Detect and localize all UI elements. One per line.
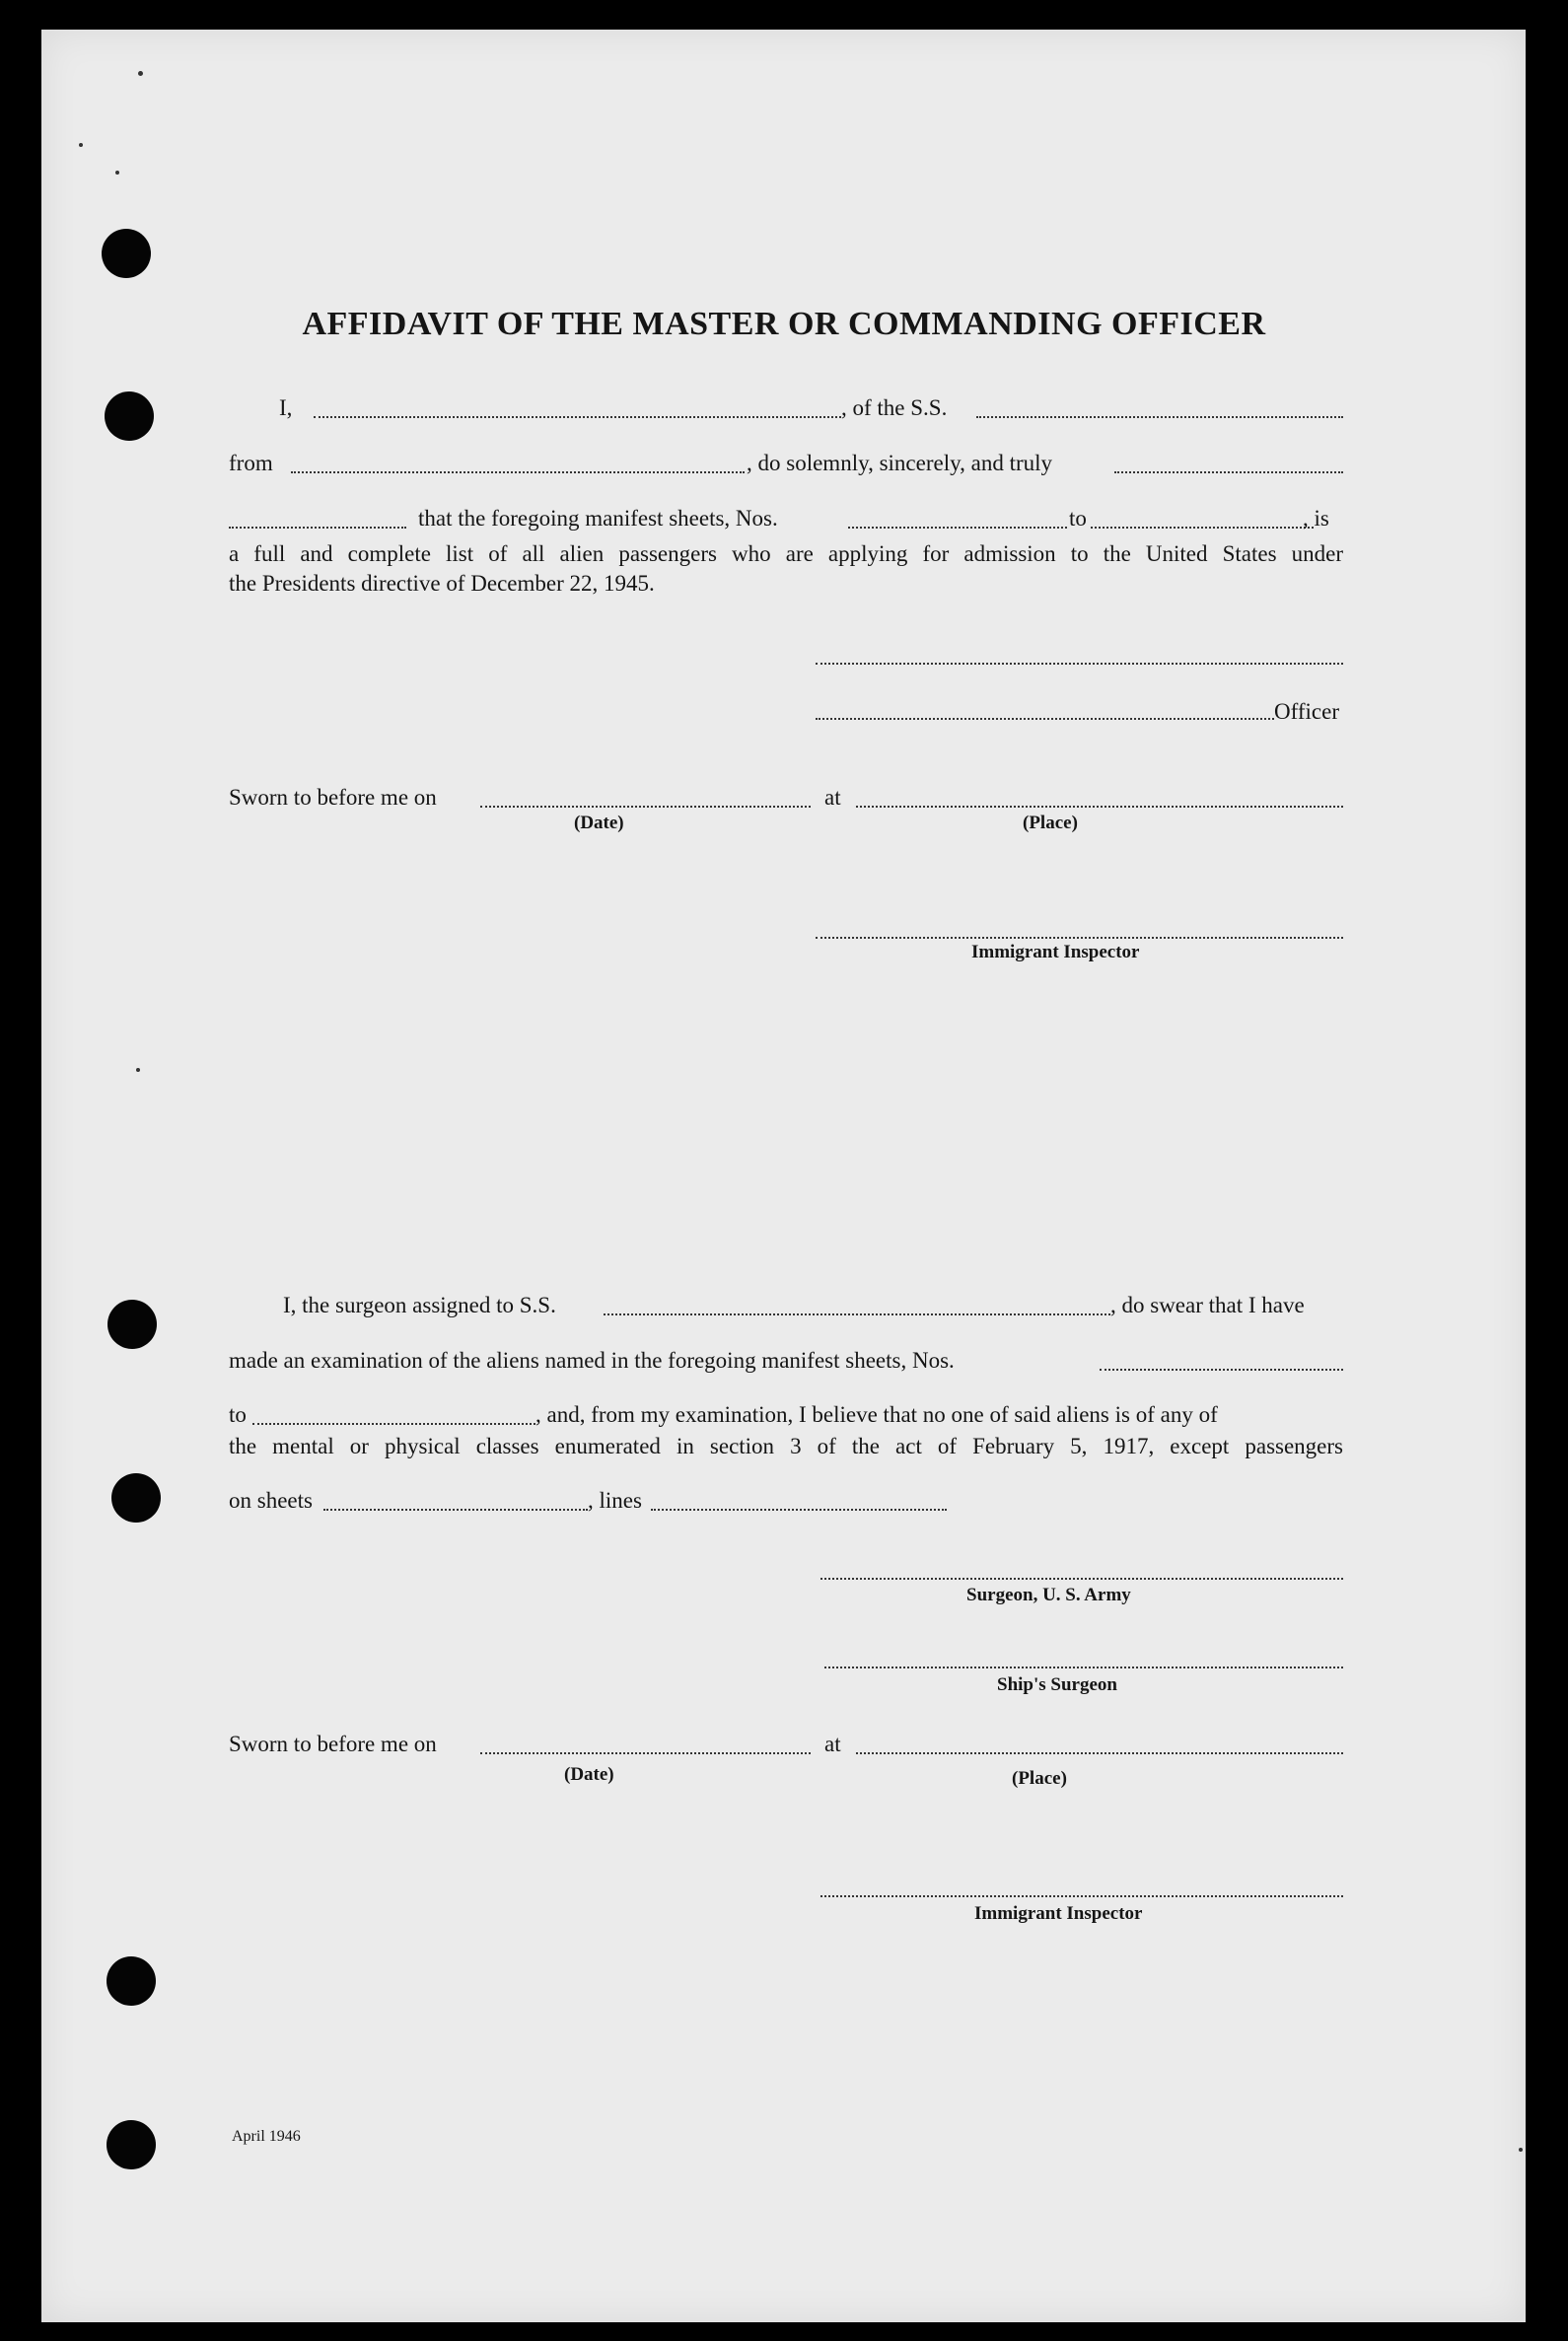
label-is: , is bbox=[1303, 506, 1329, 531]
surgeon-examination-line: made an examination of the aliens named in the foregoing manifest sheets, Nos. bbox=[229, 1348, 955, 1373]
punch-hole bbox=[105, 391, 154, 441]
master-statement-line: a full and complete list of all alien passengers who are applying for admission to the United States under bbox=[229, 541, 1343, 566]
label-at: at bbox=[824, 1732, 841, 1756]
label-from: from bbox=[229, 451, 273, 475]
caption-date: (Date) bbox=[564, 1764, 614, 1785]
punch-hole bbox=[107, 1300, 157, 1349]
ship-name-field bbox=[976, 416, 1343, 418]
page-title: AFFIDAVIT OF THE MASTER OR COMMANDING OFFICER bbox=[302, 306, 1266, 342]
punch-hole bbox=[102, 229, 151, 278]
surgeon-line-start: I, the surgeon assigned to S.S. bbox=[283, 1293, 556, 1317]
surgeon-sheet-from-field bbox=[1100, 1369, 1343, 1371]
surgeon-belief-line: , and, from my examination, I believe that no one of said aliens is of any of bbox=[535, 1402, 1218, 1427]
ships-surgeon-signature-line bbox=[824, 1667, 1343, 1668]
sheet-to-field bbox=[1091, 527, 1314, 529]
label-to: to bbox=[229, 1402, 247, 1427]
label-officer: Officer bbox=[1274, 699, 1339, 724]
speck bbox=[1519, 2148, 1523, 2152]
master-name-field bbox=[314, 416, 841, 418]
label-of-ss: , of the S.S. bbox=[841, 395, 948, 420]
label-manifest-sheets: that the foregoing manifest sheets, Nos. bbox=[418, 506, 778, 531]
oath-field-cont bbox=[229, 527, 406, 529]
surgeon-classes-line: the mental or physical classes enumerated in section 3 of the act of February 5, 1917, except passengers bbox=[229, 1434, 1343, 1458]
sworn-date-field bbox=[480, 806, 811, 808]
label-sworn: Sworn to before me on bbox=[229, 1732, 437, 1756]
exception-sheets-field bbox=[323, 1509, 588, 1511]
caption-place: (Place) bbox=[1012, 1768, 1067, 1789]
label-to: to bbox=[1069, 506, 1087, 531]
surgeon-sworn-place-field bbox=[856, 1752, 1343, 1754]
label-i: I, bbox=[279, 395, 293, 420]
surgeon-sheet-to-field bbox=[252, 1423, 535, 1425]
label-lines: , lines bbox=[588, 1488, 642, 1513]
punch-hole bbox=[111, 1473, 161, 1523]
exception-lines-field bbox=[651, 1509, 947, 1511]
form-date-footer: April 1946 bbox=[232, 2128, 301, 2145]
inspector-signature-line bbox=[816, 937, 1343, 939]
oath-field bbox=[1114, 471, 1343, 473]
surgeon-inspector-signature-line bbox=[820, 1895, 1343, 1897]
sheet-from-field bbox=[848, 527, 1067, 529]
caption-army-surgeon: Surgeon, U. S. Army bbox=[966, 1585, 1131, 1605]
punch-hole bbox=[107, 2120, 156, 2169]
punch-hole bbox=[107, 1956, 156, 2006]
speck bbox=[138, 71, 143, 76]
caption-immigrant-inspector: Immigrant Inspector bbox=[971, 942, 1140, 962]
speck bbox=[115, 171, 119, 175]
master-signature-line bbox=[816, 663, 1343, 665]
caption-place: (Place) bbox=[1023, 813, 1078, 833]
label-sworn: Sworn to before me on bbox=[229, 785, 437, 810]
speck bbox=[79, 143, 83, 147]
caption-date: (Date) bbox=[574, 813, 624, 833]
surgeon-ship-field bbox=[604, 1313, 1110, 1315]
surgeon-line-end: , do swear that I have bbox=[1110, 1293, 1305, 1317]
label-at: at bbox=[824, 785, 841, 810]
port-field bbox=[291, 471, 745, 473]
master-statement-line: the Presidents directive of December 22, 1945. bbox=[229, 571, 655, 596]
affidavit-page bbox=[41, 30, 1526, 2322]
army-surgeon-signature-line bbox=[820, 1578, 1343, 1580]
sworn-place-field bbox=[856, 806, 1343, 808]
caption-ships-surgeon: Ship's Surgeon bbox=[997, 1674, 1117, 1695]
surgeon-sworn-date-field bbox=[480, 1752, 811, 1754]
caption-immigrant-inspector: Immigrant Inspector bbox=[974, 1903, 1143, 1924]
officer-signature-line bbox=[816, 718, 1274, 720]
label-swear: , do solemnly, sincerely, and truly bbox=[747, 451, 1053, 475]
label-on-sheets: on sheets bbox=[229, 1488, 313, 1513]
speck bbox=[136, 1068, 140, 1072]
